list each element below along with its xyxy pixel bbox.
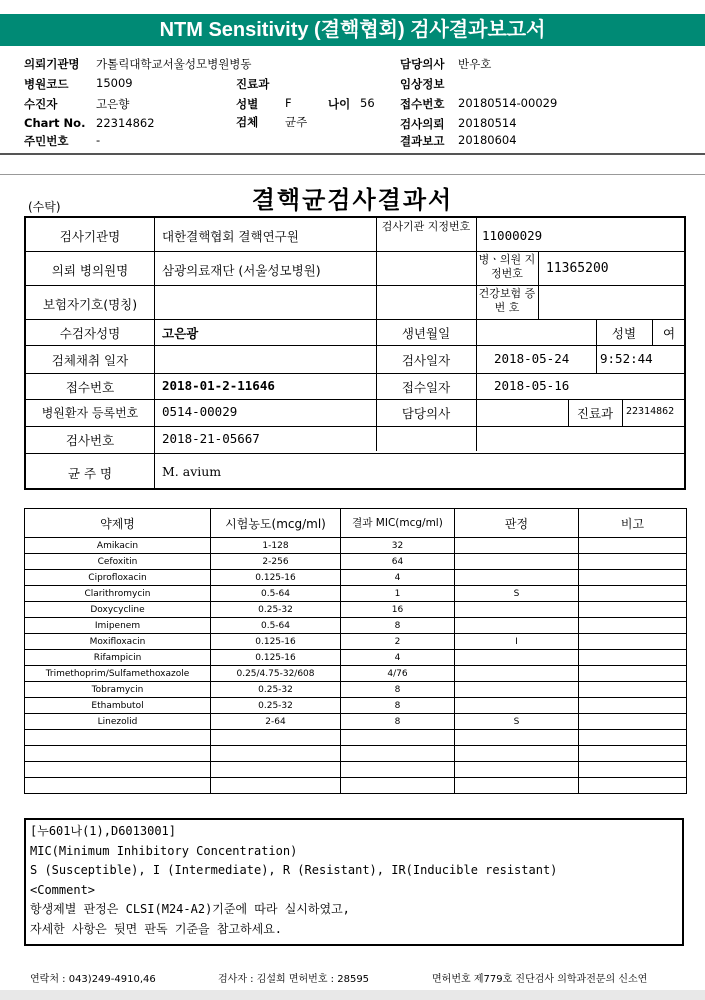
drug-cell-mic: 4/76 xyxy=(341,666,455,682)
doctor-value: 반우호 xyxy=(458,57,492,71)
specimen-value: 균주 xyxy=(285,115,308,129)
drug-cell-mic: 8 xyxy=(341,714,455,730)
drug-cell-note xyxy=(579,570,687,586)
test-no-value: 2018-21-05667 xyxy=(162,431,260,446)
drug-cell-drug: Amikacin xyxy=(25,538,211,554)
drug-cell-range xyxy=(211,730,341,746)
drug-cell-mic: 4 xyxy=(341,570,455,586)
drug-cell-note xyxy=(579,730,687,746)
drug-row xyxy=(25,618,687,634)
drug-cell-mic: 32 xyxy=(341,538,455,554)
drug-row xyxy=(25,698,687,714)
receipt-mark: (수탁) xyxy=(28,200,61,214)
report-label: 결과보고 xyxy=(400,134,445,148)
comment-line: [누601나(1),D6013001] xyxy=(30,824,177,838)
physician-label: 담당의사 xyxy=(401,406,451,421)
drug-cell-drug xyxy=(25,778,211,794)
hosp-no-value: 11365200 xyxy=(546,261,609,276)
footer-contact: 연락처 : 043)249-4910,46 xyxy=(30,974,156,985)
drug-cell-note xyxy=(579,586,687,602)
drug-row xyxy=(25,570,687,586)
age-value: 56 xyxy=(360,96,375,110)
comment-line: S (Susceptible), I (Intermediate), R (Resistant), IR(Inducible resistant) xyxy=(30,863,558,877)
dept-label: 진료과 xyxy=(236,77,270,91)
drug-cell-drug: Doxycycline xyxy=(25,602,211,618)
drug-cell-drug: Clarithromycin xyxy=(25,586,211,602)
drug-cell-note xyxy=(579,698,687,714)
req-hosp-label: 의뢰 병의원명 xyxy=(51,263,129,278)
reg-no-label: 병원환자 등록번호 xyxy=(41,406,139,420)
drug-row xyxy=(25,714,687,730)
drug-cell-drug xyxy=(25,730,211,746)
drug-row xyxy=(25,666,687,682)
drug-cell-range: 0.125-16 xyxy=(211,570,341,586)
collect-label: 검체채취 일자 xyxy=(51,353,129,368)
drug-cell-judge: I xyxy=(455,634,579,650)
dept-value: 22314862 xyxy=(626,406,675,417)
drug-cell-mic: 16 xyxy=(341,602,455,618)
sex-label: 성별 xyxy=(611,326,637,341)
drug-row xyxy=(25,634,687,650)
req-hosp-value: 삼광의료재단 (서울성모병원) xyxy=(162,263,321,278)
drug-cell-mic: 8 xyxy=(341,698,455,714)
drug-table-header xyxy=(25,509,687,538)
req-org-label: 의뢰기관명 xyxy=(24,57,80,71)
drug-cell-note xyxy=(579,554,687,570)
receipt-no-label: 접수번호 xyxy=(65,380,115,395)
accession-value: 20180514-00029 xyxy=(458,96,558,110)
comment-box xyxy=(24,818,684,946)
receipt-date-label: 접수일자 xyxy=(401,380,451,395)
name-label: 수검자성명 xyxy=(59,326,121,341)
drug-cell-note xyxy=(579,618,687,634)
drug-cell-range: 0.125-16 xyxy=(211,634,341,650)
patient-label: 수진자 xyxy=(24,97,58,111)
drug-cell-judge xyxy=(455,554,579,570)
drug-cell-range xyxy=(211,762,341,778)
test-date-label: 검사일자 xyxy=(401,353,451,368)
drug-cell-range: 0.25-32 xyxy=(211,698,341,714)
test-date-value: 2018-05-24 xyxy=(494,351,570,366)
name-value: 고은광 xyxy=(162,326,199,341)
drug-cell-judge xyxy=(455,602,579,618)
lab-no-label: 검사기관 지정번호 xyxy=(381,220,471,233)
specimen-label: 검체 xyxy=(236,115,259,129)
comment-line: <Comment> xyxy=(30,882,96,897)
drug-cell-drug: Imipenem xyxy=(25,618,211,634)
id-label: 주민번호 xyxy=(24,134,69,148)
drug-cell-drug: Rifampicin xyxy=(25,650,211,666)
drug-cell-mic: 64 xyxy=(341,554,455,570)
drug-cell-judge xyxy=(455,682,579,698)
drug-cell-drug: Moxifloxacin xyxy=(25,634,211,650)
drug-cell-note xyxy=(579,762,687,778)
drug-cell-note xyxy=(579,746,687,762)
drug-cell-mic xyxy=(341,778,455,794)
drug-cell-drug: Tobramycin xyxy=(25,682,211,698)
drug-cell-range: 0.125-16 xyxy=(211,650,341,666)
drug-row xyxy=(25,730,687,746)
drug-row xyxy=(25,602,687,618)
drug-cell-judge: S xyxy=(455,586,579,602)
drug-cell-note xyxy=(579,714,687,730)
drug-cell-note xyxy=(579,682,687,698)
drug-row xyxy=(25,538,687,554)
health-no-label: 건강보험 증 번 호 xyxy=(478,287,536,314)
hosp-code-value: 15009 xyxy=(96,76,133,90)
test-no-label: 검사번호 xyxy=(65,433,115,448)
drug-table xyxy=(24,508,687,794)
comment-line: MIC(Minimum Inhibitory Concentration) xyxy=(30,843,298,858)
form-title: 결핵균검사결과서 xyxy=(251,185,454,214)
drug-cell-judge xyxy=(455,666,579,682)
drug-cell-range: 0.5-64 xyxy=(211,618,341,634)
drug-cell-range: 0.25-32 xyxy=(211,602,341,618)
drug-cell-drug: Ciprofloxacin xyxy=(25,570,211,586)
lab-org-value: 대한결핵협회 결핵연구원 xyxy=(162,229,299,244)
insured-label: 보험자기호(명칭) xyxy=(42,297,138,312)
lab-org-label: 검사기관명 xyxy=(59,229,121,244)
drug-cell-note xyxy=(579,602,687,618)
test-req-label: 검사의뢰 xyxy=(400,117,445,131)
drug-cell-mic: 2 xyxy=(341,634,455,650)
drug-row xyxy=(25,682,687,698)
drug-cell-range: 0.25/4.75-32/608 xyxy=(211,666,341,682)
drug-cell-judge xyxy=(455,730,579,746)
drug-cell-mic: 8 xyxy=(341,682,455,698)
clinical-label: 임상정보 xyxy=(400,77,445,91)
drug-cell-mic: 8 xyxy=(341,618,455,634)
drug-cell-judge xyxy=(455,778,579,794)
drug-cell-drug: Trimethoprim/Sulfamethoxazole xyxy=(25,666,211,682)
report-header: NTM Sensitivity (결핵협회) 검사결과보고서 xyxy=(0,14,705,46)
header-range: 시험농도(mcg/ml) xyxy=(211,509,341,538)
drug-cell-mic xyxy=(341,762,455,778)
birth-label: 생년월일 xyxy=(401,326,451,341)
drug-cell-note xyxy=(579,538,687,554)
drug-row xyxy=(25,778,687,794)
receipt-no-value: 2018-01-2-11646 xyxy=(162,378,275,393)
drug-cell-range xyxy=(211,778,341,794)
test-time-value: 9:52:44 xyxy=(600,351,653,366)
strain-value: M. avium xyxy=(162,464,222,479)
chart-label: Chart No. xyxy=(24,116,86,130)
drug-cell-judge xyxy=(455,698,579,714)
id-value: - xyxy=(96,133,101,147)
drug-row xyxy=(25,586,687,602)
drug-cell-range: 0.25-32 xyxy=(211,682,341,698)
report-value: 20180604 xyxy=(458,133,517,147)
strain-label: 균 주 명 xyxy=(67,466,113,481)
drug-cell-mic: 1 xyxy=(341,586,455,602)
req-org-value: 가톨릭대학교서울성모병원병동 xyxy=(96,57,252,71)
drug-cell-note xyxy=(579,778,687,794)
hosp-code-label: 병원코드 xyxy=(24,77,69,91)
header-mic: 결과 MIC(mcg/ml) xyxy=(341,509,455,538)
hosp-no-label: 병ㆍ의원 지정번호 xyxy=(478,253,536,280)
drug-row xyxy=(25,650,687,666)
bottom-strip xyxy=(0,990,705,1000)
drug-cell-mic: 4 xyxy=(341,650,455,666)
drug-cell-drug: Ethambutol xyxy=(25,698,211,714)
reg-no-value: 0514-00029 xyxy=(162,404,238,419)
drug-cell-judge xyxy=(455,746,579,762)
patient-value: 고은향 xyxy=(96,97,130,111)
drug-cell-judge xyxy=(455,650,579,666)
lab-no-value: 11000029 xyxy=(482,228,543,243)
drug-cell-judge: S xyxy=(455,714,579,730)
drug-cell-judge xyxy=(455,538,579,554)
header-judge: 판정 xyxy=(455,509,579,538)
comment-line: 항생제별 판정은 CLSI(M24-A2)기준에 따라 실시하였고, xyxy=(30,902,350,916)
divider xyxy=(0,174,705,175)
footer-license: 면허번호 제779호 진단검사 의학과전문의 신소연 xyxy=(432,974,648,985)
drug-row xyxy=(25,762,687,778)
form-grid xyxy=(24,216,686,490)
drug-cell-drug: Linezolid xyxy=(25,714,211,730)
age-label: 나이 xyxy=(328,97,351,111)
header-drug: 약제명 xyxy=(25,509,211,538)
drug-cell-drug xyxy=(25,746,211,762)
chart-value: 22314862 xyxy=(96,116,155,130)
drug-cell-mic xyxy=(341,746,455,762)
drug-cell-note xyxy=(579,650,687,666)
drug-cell-note xyxy=(579,666,687,682)
sex-label: 성별 xyxy=(236,97,259,111)
drug-cell-range: 2-256 xyxy=(211,554,341,570)
accession-label: 접수번호 xyxy=(400,97,445,111)
dept-label: 진료과 xyxy=(576,406,614,421)
receipt-date-value: 2018-05-16 xyxy=(494,378,570,393)
drug-cell-range: 2-64 xyxy=(211,714,341,730)
drug-cell-judge xyxy=(455,618,579,634)
drug-row xyxy=(25,554,687,570)
sex-value: 여 xyxy=(662,326,676,341)
drug-cell-range: 0.5-64 xyxy=(211,586,341,602)
comment-line: 자세한 사항은 뒷면 판독 기준을 참고하세요. xyxy=(30,921,283,936)
doctor-label: 담당의사 xyxy=(400,57,445,71)
footer-inspector: 검사자 : 김설희 면허번호 : 28595 xyxy=(218,974,370,985)
drug-cell-mic xyxy=(341,730,455,746)
test-req-value: 20180514 xyxy=(458,116,517,130)
drug-cell-range: 1-128 xyxy=(211,538,341,554)
drug-row xyxy=(25,746,687,762)
drug-cell-judge xyxy=(455,762,579,778)
drug-cell-judge xyxy=(455,570,579,586)
drug-cell-drug xyxy=(25,762,211,778)
header-note: 비고 xyxy=(579,509,687,538)
drug-cell-note xyxy=(579,634,687,650)
drug-cell-range xyxy=(211,746,341,762)
drug-cell-drug: Cefoxitin xyxy=(25,554,211,570)
sex-value: F xyxy=(285,96,292,110)
divider xyxy=(0,153,705,155)
